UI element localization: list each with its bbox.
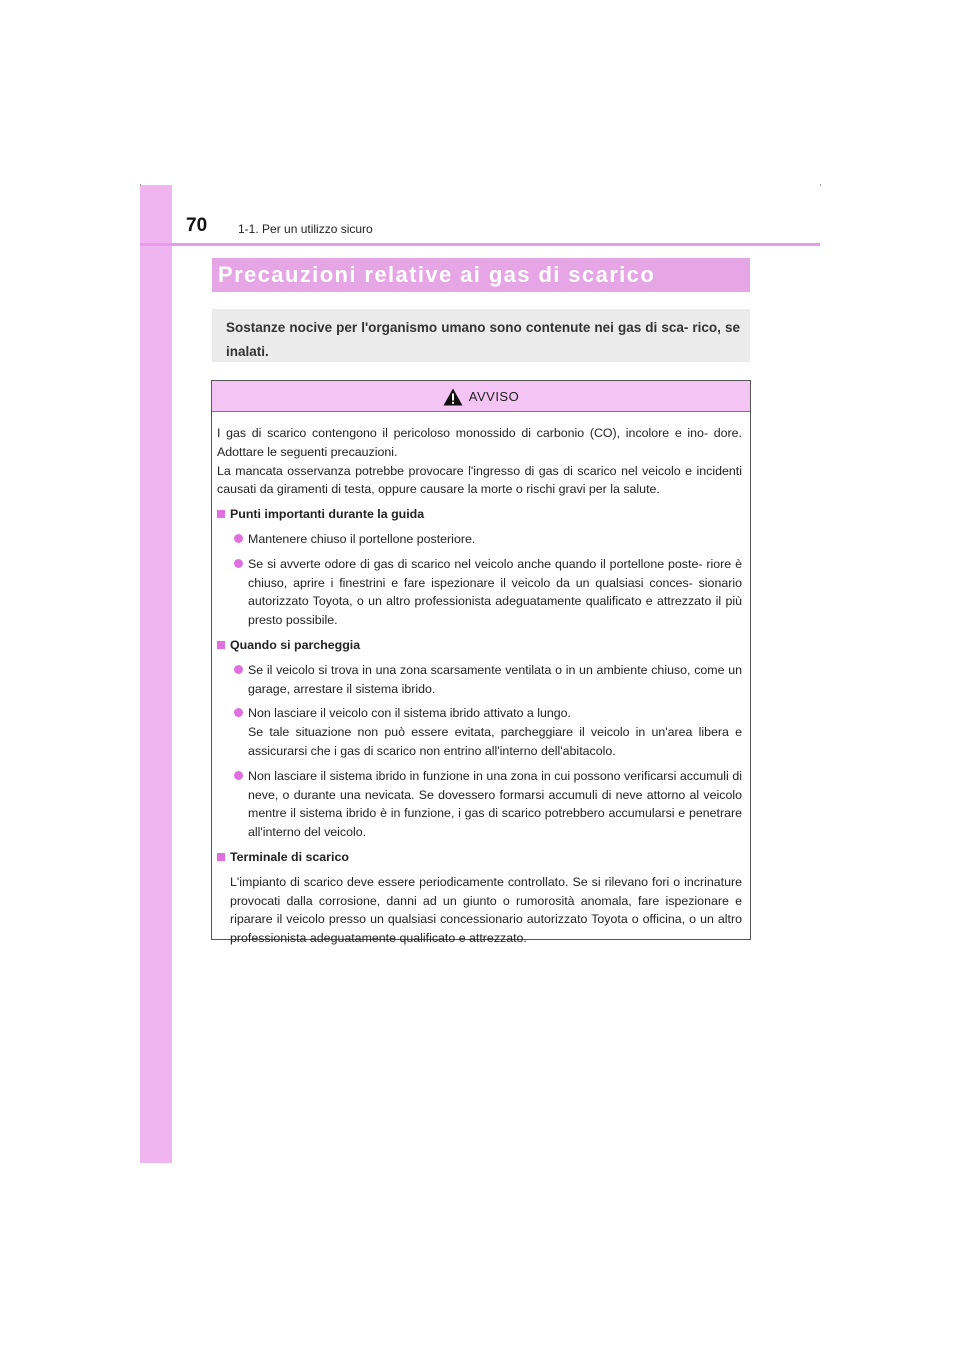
warning-triangle-icon (443, 388, 463, 406)
list-item (217, 661, 742, 699)
section-heading-text: Terminale di scarico (230, 849, 349, 864)
round-bullet-icon (234, 771, 243, 780)
crop-mark (140, 184, 141, 186)
round-bullet-icon (234, 665, 243, 674)
list-item-text: Non lasciare il sistema ibrido in funzione in una zona in cui possono verificarsi accumuli di neve, o durante una nevicata. Se dovessero formarsi accumuli di neve attorno al veicolo mentre il sistema ibrido è in funzione, i gas di scarico potrebbero accumularsi e penetrare all'interno del veicolo. (248, 768, 742, 840)
intro-summary: Sostanze nocive per l'organismo umano sono contenute nei gas di sca- rico, se inalati. (212, 309, 750, 362)
list-item-text: Se si avverte odore di gas di scarico nel veicolo anche quando il portellone poste- riore è chiuso, aprire i finestrini e fare ispezionare il veicolo da un qualsiasi conces- sionario autorizzato Toyota, o un altro professionista adeguatamente qualificato e attrezzato il più presto possibile. (248, 556, 742, 628)
page-title: Precauzioni relative ai gas di scarico (212, 258, 750, 292)
section-heading-text: Punti importanti durante la guida (230, 507, 425, 522)
warning-body (212, 412, 750, 948)
list-item-text: Se il veicolo si trova in una zona scarsamente ventilata o in un ambiente chiuso, come un garage, arrestare il sistema ibrido. (248, 662, 742, 696)
square-bullet-icon (217, 641, 225, 649)
square-bullet-icon (217, 853, 225, 861)
warning-intro-text: I gas di scarico contengono il pericoloso monossido di carbonio (CO), incolore e ino- dore. Adottare le seguenti precauzioni. (217, 426, 742, 459)
warning-label: AVVISO (468, 388, 520, 404)
list-item (217, 767, 742, 842)
round-bullet-icon (234, 708, 243, 717)
list-item (217, 530, 742, 549)
section-breadcrumb: 1-1. Per un utilizzo sicuro (238, 222, 373, 236)
square-bullet-icon (217, 510, 225, 518)
header-divider (140, 243, 820, 246)
section-heading (217, 848, 742, 867)
chapter-side-tab (140, 185, 172, 1163)
section-text: L'impianto di scarico deve essere periodicamente controllato. Se si rilevano fori o incrinature provocati dalla corrosione, danni ad un giunto o rumorosità anomala, fare ispezionare e riparare il veicolo presso un qualsiasi concessionario autorizzato Toyota o officina, o un altro professionista adeguatamente qualificato e attrezzato. (230, 874, 742, 946)
list-item (217, 704, 742, 760)
list-item-text: Non lasciare il veicolo con il sistema ibrido attivato a lungo. (248, 706, 572, 721)
list-item-extra-text: Se tale situazione non può essere evitata, parcheggiare il veicolo in un'area libera e assicurarsi che i gas di scarico non entrino all'interno dell'abitacolo. (248, 725, 742, 758)
round-bullet-icon (234, 559, 243, 568)
crop-mark (820, 184, 821, 186)
warning-header (212, 381, 750, 412)
warning-consequence-text: La mancata osservanza potrebbe provocare l'ingresso di gas di scarico nel veicolo e incidenti causati da giramenti di testa, oppure causare la morte o rischi gravi per la salute. (217, 463, 742, 497)
section-heading (217, 505, 742, 524)
section-heading (217, 636, 742, 655)
warning-box (211, 380, 751, 946)
page-number: 70 (186, 215, 208, 236)
list-item (217, 555, 742, 630)
section-heading-text: Quando si parcheggia (230, 637, 361, 652)
round-bullet-icon (234, 534, 243, 543)
list-item-text: Mantenere chiuso il portellone posteriore. (248, 531, 476, 546)
